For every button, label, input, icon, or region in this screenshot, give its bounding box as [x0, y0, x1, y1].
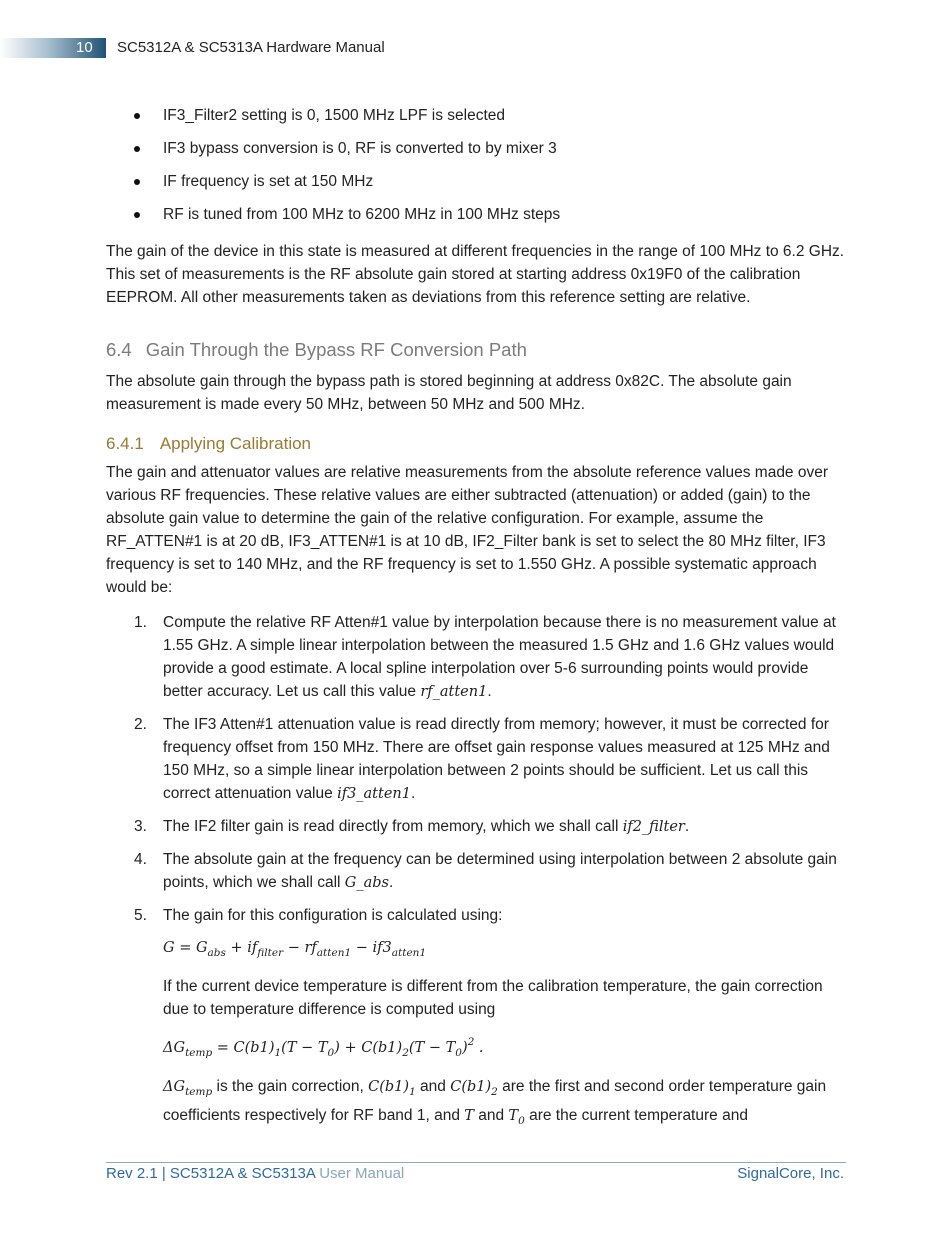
list-item: 1. Compute the relative RF Atten#1 value by interpolation because there is no measurement value at 1.55 GHz. A simple linear interpolation between the measured 1.5 GHz and 1.6 GHz values would provide a good estimate. A local spline interpolation over 5-6 surrounding points would provide better accuracy. Let us call this value rf_atten1. — [134, 614, 836, 700]
list-item: 2. The IF3 Atten#1 attenuation value is read directly from memory; however, it must be corrected for frequency offset from 150 MHz. There are offset gain response values measured at 125 MHz and 150 MHz, so a simple linear interpolation between 2 points should be sufficient. Let us call this correct attenuation value if3_atten1. — [134, 716, 830, 802]
bullet-item: IF3_Filter2 setting is 0, 1500 MHz LPF is selected — [106, 104, 846, 127]
bullet-item: IF3 bypass conversion is 0, RF is converted to by mixer 3 — [106, 137, 846, 160]
paragraph-absolute-gain: The gain of the device in this state is measured at different frequencies in the range of 100 MHz to 6.2 GHz. This set of measurements is the RF absolute gain stored at starting address 0x19F0 of the calibration EEPROM. All other measurements taken as deviations from this reference setting are relative. — [106, 243, 845, 306]
bullet-item: RF is tuned from 100 MHz to 6200 MHz in 100 MHz steps — [106, 203, 846, 226]
list-item: 5. The gain for this configuration is calculated using: — [134, 907, 503, 924]
gain-equation: $G = G_{abs} + if_{filter} - rf_{atten1} - if3_{atten1}$ — [163, 940, 427, 959]
footer-right: SignalCore, Inc. — [737, 1165, 844, 1182]
header-title: SC5312A & SC5313A Hardware Manual — [117, 39, 385, 56]
equation-block — [106, 937, 846, 1133]
bullet-dot-icon — [134, 179, 140, 185]
section-heading: 6.4 Gain Through the Bypass RF Conversion Path — [106, 339, 527, 360]
list-item: 4. The absolute gain at the frequency can be determined using interpolation between 2 absolute gain points, which we shall call G_abs. — [134, 851, 837, 891]
bullet-dot-icon — [134, 113, 140, 119]
gain-correction-paragraph: $\Delta G_{temp}$ is the gain correction, $C(b1)_1$ and $C(b1)_2$ are the first and second order temperature gain coefficients respectively for RF band 1, and T and $T_0$ are the current temperature and — [163, 1078, 827, 1127]
page-number: 10 — [76, 39, 93, 56]
footer-left: Rev 2.1 | SC5312A & SC5313A User Manual — [106, 1165, 405, 1182]
bullet-dot-icon — [134, 212, 140, 218]
list-item: 3. The IF2 filter gain is read directly from memory, which we shall call if2_filter. — [134, 818, 690, 835]
subsection-paragraph: The gain and attenuator values are relative measurements from the absolute reference values made over various RF frequencies. These relative values are either subtracted (attenuation) or added (gain) to the absolute gain value to determine the gain of the relative configuration. For example, assume the RF_ATTEN#1 is at 20 dB, IF3_ATTEN#1 is at 10 dB, IF2_Filter bank is set to select the 80 MHz filter, IF3 frequency is set to 140 MHz, and the RF frequency is set to 1.550 GHz. A possible systematic approach would be: — [106, 464, 829, 596]
steps-list — [106, 611, 846, 927]
subsection-heading: 6.4.1 Applying Calibration — [106, 434, 312, 453]
section-paragraph: The absolute gain through the bypass path is stored beginning at address 0x82C. The absolute gain measurement is made every 50 MHz, between 50 MHz and 500 MHz. — [106, 373, 792, 413]
footer-divider — [106, 1162, 846, 1163]
bullet-dot-icon — [134, 146, 140, 152]
temperature-equation: $\Delta G_{temp} = C(b1)_1(T - T_0) + C(b1)_2(T - T_0)^2$ . — [163, 1036, 484, 1059]
temperature-paragraph: If the current device temperature is different from the calibration temperature, the gain correction due to temperature difference is computed using — [163, 978, 823, 1018]
page-content — [106, 104, 846, 1133]
bullet-item: IF frequency is set at 150 MHz — [106, 170, 846, 193]
bullet-list — [106, 104, 846, 226]
